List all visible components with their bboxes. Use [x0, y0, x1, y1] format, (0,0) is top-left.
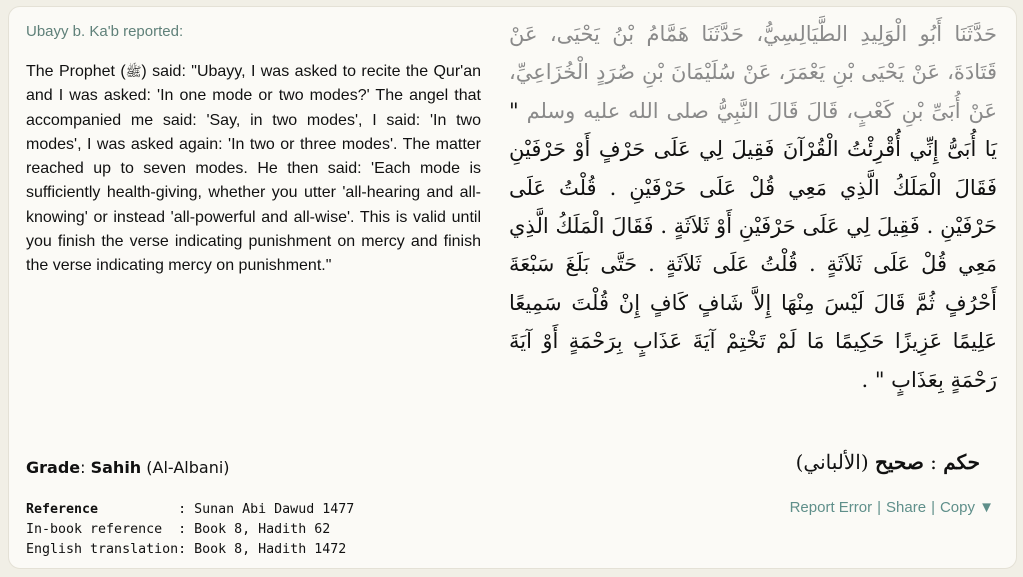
- share-link[interactable]: Share: [886, 499, 927, 516]
- english-text: [26, 60, 481, 279]
- grade-arabic: [796, 450, 980, 474]
- action-links: [790, 499, 994, 516]
- english-text-body: ) said: "Ubayy, I was asked to recite the Qur'an and I was asked: 'In one mode or two modes?' The angel that accompanied me said: 'Say, in two modes', I said: 'In two modes', I was asked again: 'In two or three modes'. The matter reached up to seven modes. He then said: 'Each mode is sufficiently health-giving, whether you utter 'all-hearing and all-knowing' or instead 'all-powerful and all-wise'. This is valid until you finish the verse indicating punishment on mercy and finish the verse indicating mercy on punishment.": [26, 63, 482, 275]
- action-separator: |: [931, 499, 935, 516]
- grade-colon: :: [80, 458, 91, 477]
- grade-arabic-value: صحيح: [874, 450, 924, 474]
- grade-arabic-colon: :: [923, 450, 944, 474]
- reference-table: [26, 500, 354, 560]
- english-text-start: The Prophet (: [26, 63, 126, 80]
- grade-english: [26, 458, 230, 477]
- grade-source: (Al-Albani): [141, 458, 230, 477]
- reference-value: : Sunan Abi Dawud 1477: [178, 502, 355, 517]
- reference-key: Reference: [26, 502, 99, 517]
- copy-dropdown[interactable]: Copy ▼: [939, 499, 994, 516]
- narrator-line: Ubayy b. Ka'b reported:: [26, 23, 184, 40]
- arabic-isnad: حَدَّثَنَا أَبُو الْوَلِيدِ الطَّيَالِسِيُّ، حَدَّثَنَا هَمَّامُ بْنُ يَحْيَى، عَنْ قَتَادَةَ، عَنْ يَحْيَى بْنِ يَعْمَرَ، عَنْ سُلَيْمَانَ بْنِ صُرَدٍ الْخُزَاعِيِّ، عَنْ أُبَىِّ بْنِ كَعْبٍ، قَالَ قَالَ النَّبِيُّ صلى الله عليه وسلم: [509, 22, 997, 123]
- report-error-link[interactable]: Report Error: [789, 499, 873, 516]
- in-book-reference-key: In-book reference: [26, 522, 163, 537]
- in-book-reference-value: : Book 8, Hadith 62: [178, 522, 331, 537]
- english-translation-row: [26, 540, 354, 560]
- action-separator: |: [877, 499, 882, 516]
- english-translation-key: English translation: [26, 542, 179, 557]
- arabic-matn: " يَا أُبَىُّ إِنِّي أُقْرِئْتُ الْقُرْآنَ فَقِيلَ لِي عَلَى حَرْفٍ أَوْ حَرْفَيْنِ فَقَالَ الْمَلَكُ الَّذِي مَعِي قُلْ عَلَى حَرْفَيْنِ . قُلْتُ عَلَى حَرْفَيْنِ . فَقِيلَ لِي عَلَى حَرْفَيْنِ أَوْ ثَلاَثَةٍ . فَقَالَ الْمَلَكُ الَّذِي مَعِي قُلْ عَلَى ثَلاَثَةٍ . قُلْتُ عَلَى ثَلاَثَةٍ . حَتَّى بَلَغَ سَبْعَةَ أَحْرُفٍ ثُمَّ قَالَ لَيْسَ مِنْهَا إِلاَّ شَافٍ كَافٍ إِنْ قُلْتَ سَمِيعًا عَلِيمًا عَزِيزًا حَكِيمًا مَا لَمْ تَخْتِمْ آيَةَ عَذَابٍ بِرَحْمَةٍ أَوْ آيَةَ رَحْمَةٍ بِعَذَابٍ " .: [509, 98, 997, 392]
- hadith-card: [8, 6, 1017, 569]
- grade-value: Sahih: [90, 458, 142, 477]
- honorific-glyph: ﷺ: [125, 64, 142, 79]
- grade-label: Grade: [26, 458, 81, 477]
- english-translation-value: : Book 8, Hadith 1472: [178, 542, 347, 557]
- in-book-reference-row: [26, 520, 354, 540]
- grade-arabic-label: حكم: [943, 450, 980, 474]
- arabic-text: [509, 15, 997, 399]
- reference-row: [26, 500, 354, 520]
- grade-arabic-source: (الألباني): [795, 450, 875, 474]
